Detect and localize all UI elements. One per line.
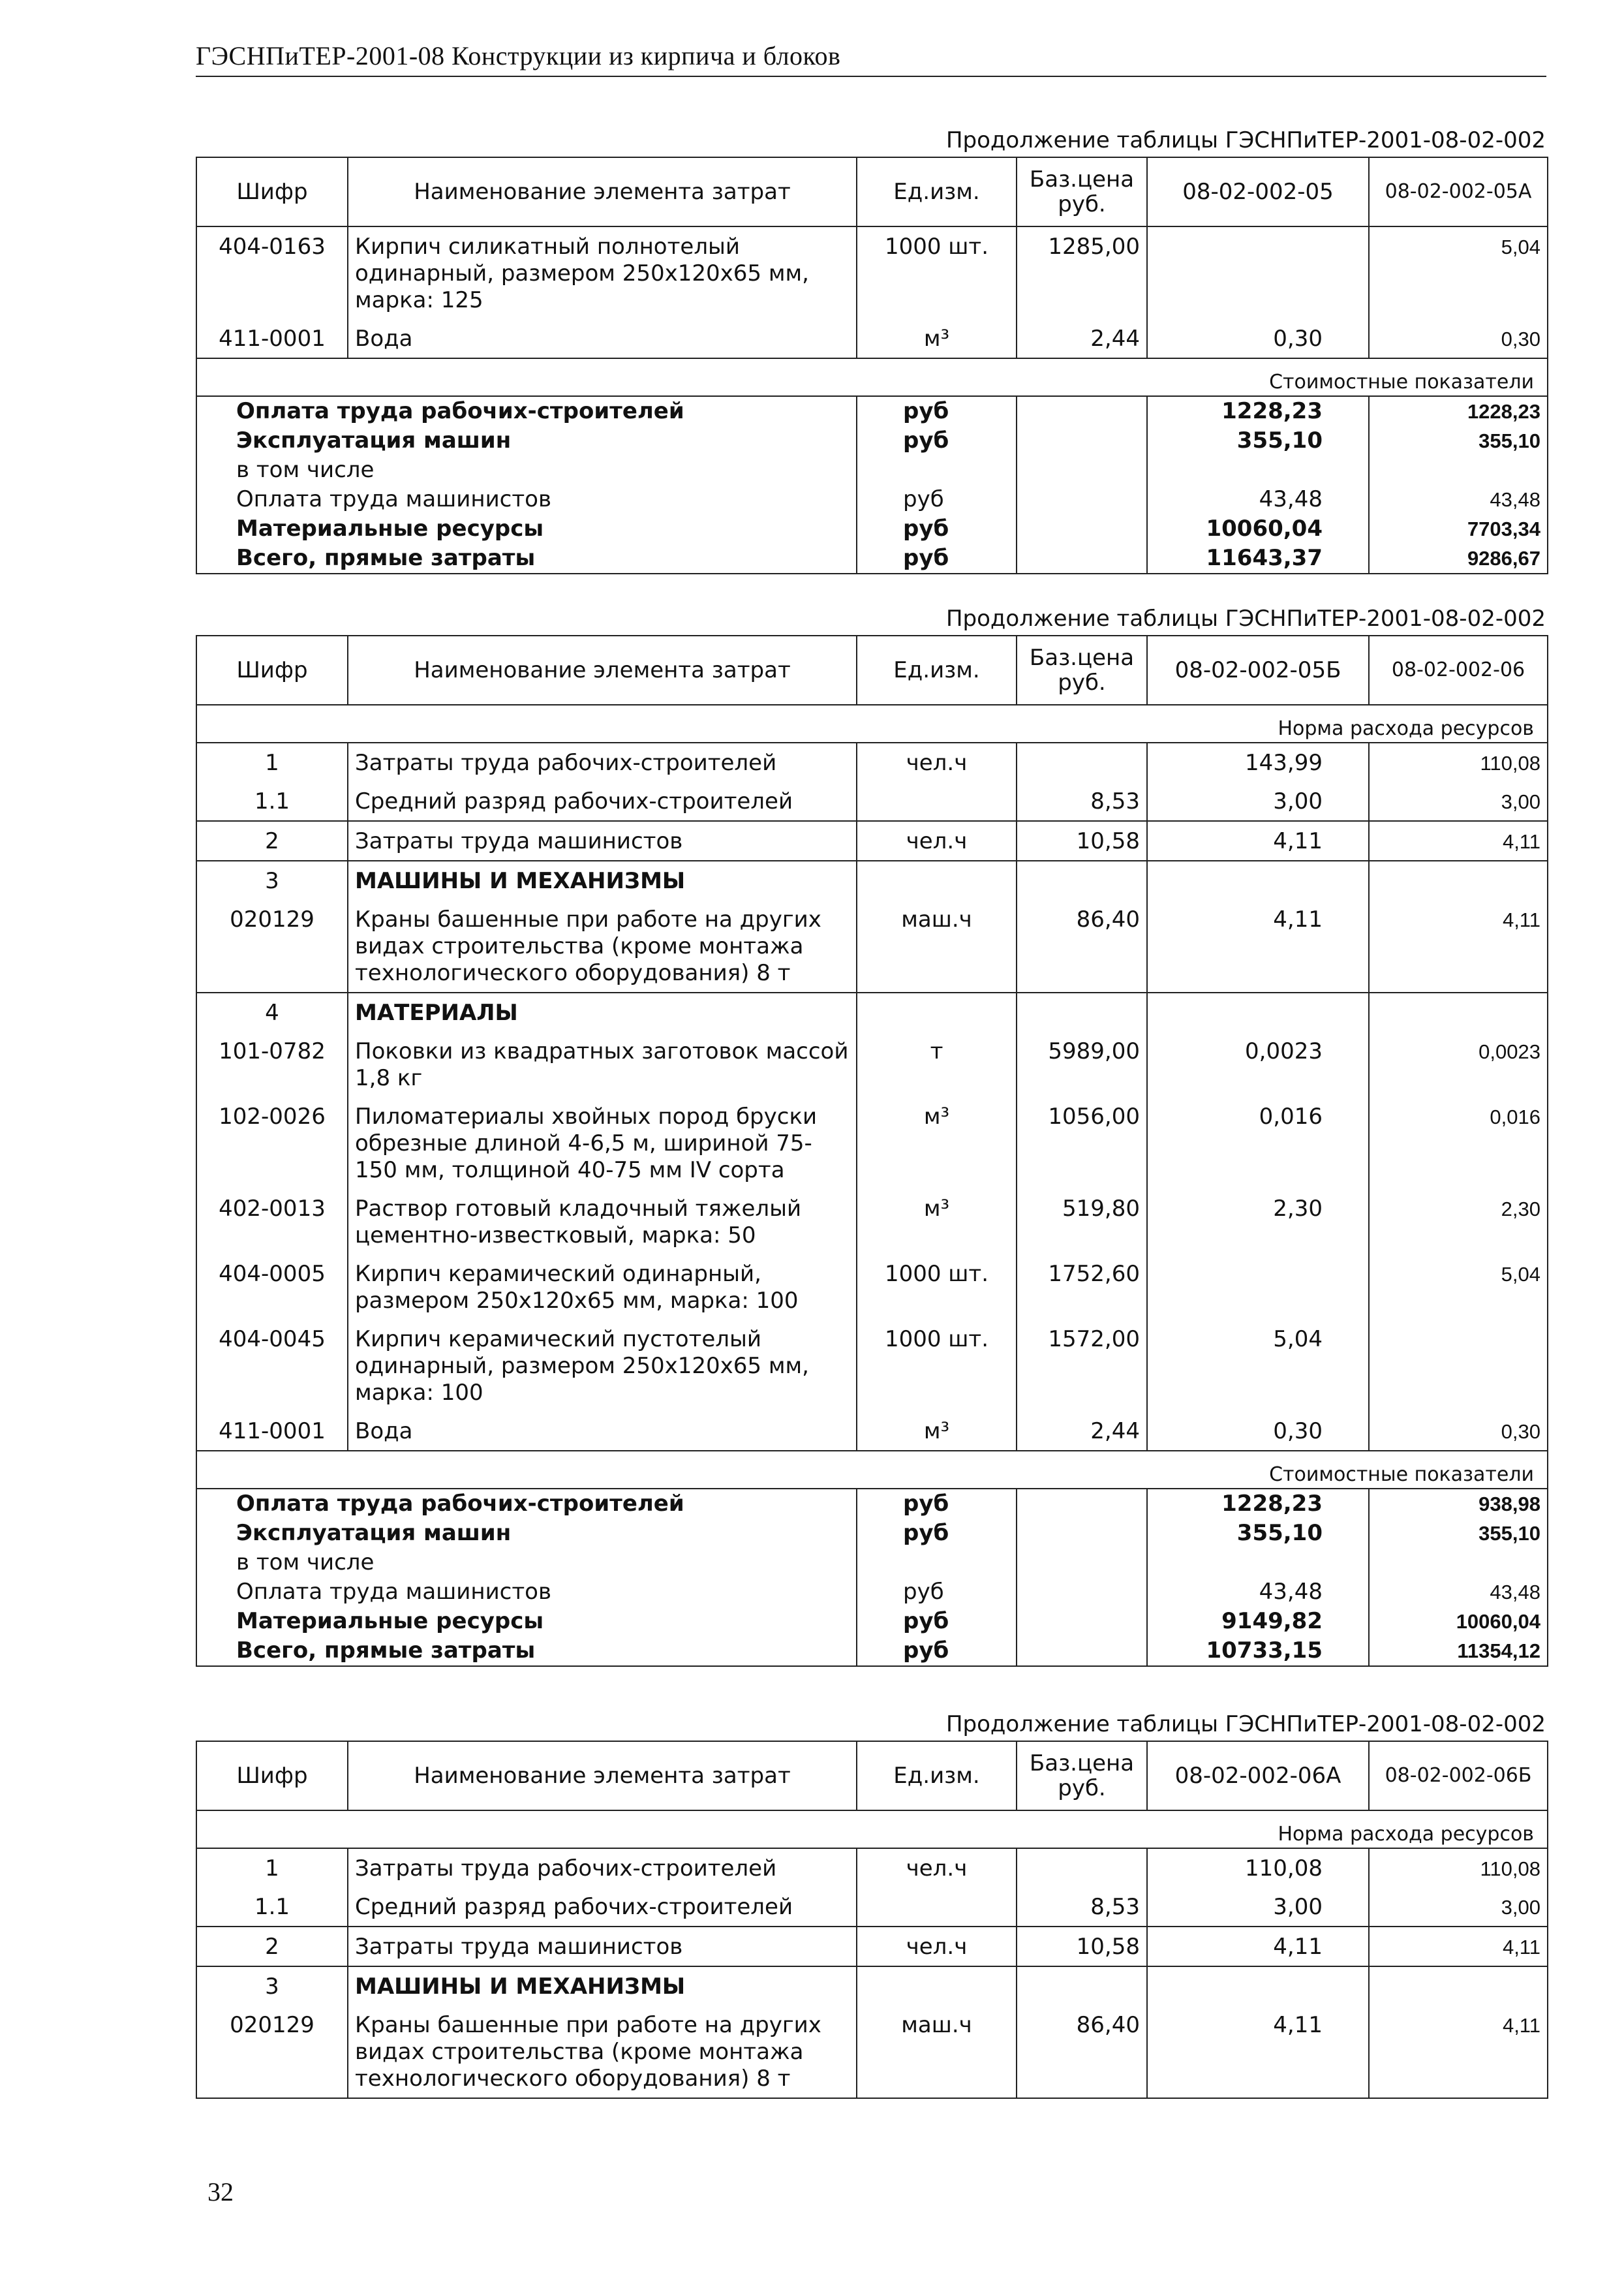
section-label-cost: Стоимостные показатели: [196, 1451, 1548, 1489]
cost-value-1: 11643,37: [1147, 544, 1369, 574]
cost-name: в том числе: [196, 456, 857, 485]
cost-empty: [1017, 426, 1147, 456]
base-price: 1572,00: [1017, 1320, 1147, 1412]
value-col-2: 110,08: [1369, 743, 1548, 782]
section-row: [196, 358, 1548, 396]
table-row: [196, 226, 1548, 319]
cost-row: [196, 426, 1548, 456]
cost-empty: [1017, 485, 1147, 514]
base-price: 519,80: [1017, 1189, 1147, 1254]
cost-row: [196, 1607, 1548, 1636]
resource-unit: чел.ч: [857, 1927, 1017, 1966]
resource-code: 020129: [196, 900, 348, 993]
resource-unit: м³: [857, 319, 1017, 358]
resource-code: 1.1: [196, 1887, 348, 1927]
base-price: 2,44: [1017, 319, 1147, 358]
table-row: [196, 861, 1548, 900]
resource-code: 020129: [196, 2005, 348, 2098]
table-row: [196, 1097, 1548, 1189]
value-col-2: 0,30: [1369, 319, 1548, 358]
base-price: 10,58: [1017, 1927, 1147, 1966]
value-col-2: 4,11: [1369, 900, 1548, 993]
cost-value-2: 938,98: [1369, 1489, 1548, 1519]
resource-name: Поковки из квадратных заготовок массой 1,8 кг: [348, 1032, 857, 1097]
table-caption: Продолжение таблицы ГЭСНПиТЕР-2001-08-02-002: [945, 1711, 1546, 1737]
cost-name: Эксплуатация машин: [196, 1519, 857, 1548]
cost-unit: руб: [857, 1519, 1017, 1548]
table-row: [196, 2005, 1548, 2098]
cost-value-1: 1228,23: [1147, 396, 1369, 426]
value-col-1: [1147, 993, 1369, 1032]
table-row: [196, 1254, 1548, 1320]
base-price: [1017, 1848, 1147, 1887]
table-row: [196, 993, 1548, 1032]
resource-name: Кирпич силикатный полнотелый одинарный, размером 250х120х65 мм, марка: 125: [348, 226, 857, 319]
base-price: 1285,00: [1017, 226, 1147, 319]
table-row: [196, 1412, 1548, 1451]
base-price: [1017, 993, 1147, 1032]
resource-unit: [857, 1887, 1017, 1927]
header-row: [196, 1741, 1548, 1810]
cost-value-2: 1228,23: [1369, 396, 1548, 426]
col-value-1-header: 08-02-002-06А: [1147, 1741, 1369, 1810]
cost-name: Всего, прямые затраты: [196, 544, 857, 574]
col-price-header: Баз.цена руб.: [1017, 636, 1147, 705]
value-col-1: [1147, 1966, 1369, 2005]
resource-code: 411-0001: [196, 319, 348, 358]
resource-code: 101-0782: [196, 1032, 348, 1097]
cost-value-2: 7703,34: [1369, 514, 1548, 544]
cost-value-2: 43,48: [1369, 485, 1548, 514]
cost-name: Оплата труда рабочих-строителей: [196, 396, 857, 426]
cost-name: Материальные ресурсы: [196, 1607, 857, 1636]
cost-name: Оплата труда машинистов: [196, 1577, 857, 1607]
resource-unit: [857, 861, 1017, 900]
value-col-1: 3,00: [1147, 782, 1369, 821]
base-price: 2,44: [1017, 1412, 1147, 1451]
cost-row: [196, 514, 1548, 544]
cost-empty: [1017, 1519, 1147, 1548]
base-price: 8,53: [1017, 1887, 1147, 1927]
cost-empty: [1017, 456, 1147, 485]
cost-empty: [1017, 1548, 1147, 1577]
resource-unit: чел.ч: [857, 1848, 1017, 1887]
cost-value-1: 1228,23: [1147, 1489, 1369, 1519]
cost-value-2: 43,48: [1369, 1577, 1548, 1607]
cost-row: [196, 1489, 1548, 1519]
resource-name: Кирпич керамический одинарный, размером 250х120х65 мм, марка: 100: [348, 1254, 857, 1320]
value-col-1: [1147, 226, 1369, 319]
cost-value-1: 10060,04: [1147, 514, 1369, 544]
col-code-header: Шифр: [196, 1741, 348, 1810]
resource-code: 404-0045: [196, 1320, 348, 1412]
value-col-2: 0,016: [1369, 1097, 1548, 1189]
table-row: [196, 1189, 1548, 1254]
value-col-2: [1369, 1320, 1548, 1412]
cost-unit: руб: [857, 485, 1017, 514]
cost-value-2: 9286,67: [1369, 544, 1548, 574]
cost-unit: руб: [857, 1489, 1017, 1519]
value-col-1: 110,08: [1147, 1848, 1369, 1887]
value-col-2: 3,00: [1369, 1887, 1548, 1927]
base-price: 86,40: [1017, 2005, 1147, 2098]
page-header: ГЭСНПиТЕР-2001-08 Конструкции из кирпича и блоков: [196, 41, 841, 70]
cost-empty: [1017, 396, 1147, 426]
col-unit-header: Ед.изм.: [857, 1741, 1017, 1810]
resource-name: Средний разряд рабочих-строителей: [348, 782, 857, 821]
cost-unit: руб: [857, 514, 1017, 544]
resource-name: Вода: [348, 1412, 857, 1451]
section-label-norm: Норма расхода ресурсов: [196, 705, 1548, 743]
value-col-2: 0,0023: [1369, 1032, 1548, 1097]
base-price: [1017, 743, 1147, 782]
resource-name: Вода: [348, 319, 857, 358]
table-row: [196, 782, 1548, 821]
resource-unit: м³: [857, 1189, 1017, 1254]
value-col-1: 3,00: [1147, 1887, 1369, 1927]
col-name-header: Наименование элемента затрат: [348, 636, 857, 705]
cost-row: [196, 544, 1548, 574]
resource-name: Краны башенные при работе на других видах строительства (кроме монтажа технологического оборудования) 8 т: [348, 2005, 857, 2098]
resource-name: Затраты труда рабочих-строителей: [348, 1848, 857, 1887]
col-name-header: Наименование элемента затрат: [348, 1741, 857, 1810]
resource-code: 102-0026: [196, 1097, 348, 1189]
resource-name: Кирпич керамический пустотелый одинарный, размером 250х120х65 мм, марка: 100: [348, 1320, 857, 1412]
cost-row: [196, 396, 1548, 426]
resource-name: Затраты труда рабочих-строителей: [348, 743, 857, 782]
table-caption: Продолжение таблицы ГЭСНПиТЕР-2001-08-02-002: [945, 127, 1546, 153]
value-col-2: 4,11: [1369, 1927, 1548, 1966]
table-caption: Продолжение таблицы ГЭСНПиТЕР-2001-08-02-002: [945, 606, 1546, 632]
value-col-1: 143,99: [1147, 743, 1369, 782]
col-value-1-header: 08-02-002-05Б: [1147, 636, 1369, 705]
resource-code: 402-0013: [196, 1189, 348, 1254]
section-row: [196, 1451, 1548, 1489]
cost-empty: [1017, 514, 1147, 544]
resource-unit: чел.ч: [857, 821, 1017, 861]
section-row: [196, 705, 1548, 743]
cost-unit: руб: [857, 1607, 1017, 1636]
resource-code: 3: [196, 861, 348, 900]
cost-value-2: 10060,04: [1369, 1607, 1548, 1636]
resource-name: Раствор готовый кладочный тяжелый цементно-известковый, марка: 50: [348, 1189, 857, 1254]
value-col-1: 4,11: [1147, 2005, 1369, 2098]
header-row: [196, 157, 1548, 226]
cost-value-1: 355,10: [1147, 1519, 1369, 1548]
col-unit-header: Ед.изм.: [857, 636, 1017, 705]
resource-code: 1.1: [196, 782, 348, 821]
resource-unit: 1000 шт.: [857, 1254, 1017, 1320]
resource-table: [196, 635, 1548, 1667]
resource-name: Затраты труда машинистов: [348, 1927, 857, 1966]
resource-name: Пиломатериалы хвойных пород бруски обрезные длиной 4-6,5 м, шириной 75-150 мм, толщиной 40-75 мм IV сорта: [348, 1097, 857, 1189]
cost-empty: [1017, 1489, 1147, 1519]
resource-name: Краны башенные при работе на других видах строительства (кроме монтажа технологического оборудования) 8 т: [348, 900, 857, 993]
resource-name: МАШИНЫ И МЕХАНИЗМЫ: [348, 1966, 857, 2005]
value-col-2: 110,08: [1369, 1848, 1548, 1887]
cost-name: Эксплуатация машин: [196, 426, 857, 456]
value-col-1: 2,30: [1147, 1189, 1369, 1254]
col-price-header: Баз.цена руб.: [1017, 1741, 1147, 1810]
col-unit-header: Ед.изм.: [857, 157, 1017, 226]
cost-empty: [1017, 1577, 1147, 1607]
value-col-2: 0,30: [1369, 1412, 1548, 1451]
resource-code: 2: [196, 1927, 348, 1966]
cost-empty: [1017, 1636, 1147, 1666]
value-col-1: [1147, 861, 1369, 900]
value-col-1: 4,11: [1147, 900, 1369, 993]
cost-unit: руб: [857, 544, 1017, 574]
value-col-2: 5,04: [1369, 1254, 1548, 1320]
table-row: [196, 1887, 1548, 1927]
section-row: [196, 1810, 1548, 1848]
cost-unit: руб: [857, 1636, 1017, 1666]
cost-unit: руб: [857, 1577, 1017, 1607]
value-col-1: 0,30: [1147, 319, 1369, 358]
value-col-2: [1369, 861, 1548, 900]
cost-row: [196, 456, 1548, 485]
cost-name: в том числе: [196, 1548, 857, 1577]
resource-code: 4: [196, 993, 348, 1032]
cost-name: Оплата труда машинистов: [196, 485, 857, 514]
resource-table: [196, 1741, 1548, 2099]
resource-name: МАТЕРИАЛЫ: [348, 993, 857, 1032]
base-price: 10,58: [1017, 821, 1147, 861]
col-value-2-header: 08-02-002-06: [1369, 636, 1548, 705]
base-price: 1056,00: [1017, 1097, 1147, 1189]
value-col-2: [1369, 1966, 1548, 2005]
resource-unit: [857, 782, 1017, 821]
cost-value-2: [1369, 1548, 1548, 1577]
cost-value-2: 11354,12: [1369, 1636, 1548, 1666]
table-row: [196, 900, 1548, 993]
value-col-1: 0,0023: [1147, 1032, 1369, 1097]
cost-empty: [1017, 1607, 1147, 1636]
value-col-1: 5,04: [1147, 1320, 1369, 1412]
col-code-header: Шифр: [196, 636, 348, 705]
cost-value-1: [1147, 1548, 1369, 1577]
table-row: [196, 1927, 1548, 1966]
cost-row: [196, 1577, 1548, 1607]
page-number: 32: [207, 2177, 234, 2207]
resource-unit: [857, 1966, 1017, 2005]
header-rule: [196, 76, 1546, 77]
value-col-2: [1369, 993, 1548, 1032]
cost-row: [196, 1548, 1548, 1577]
value-col-1: 0,30: [1147, 1412, 1369, 1451]
resource-unit: м³: [857, 1097, 1017, 1189]
col-name-header: Наименование элемента затрат: [348, 157, 857, 226]
cost-unit: руб: [857, 396, 1017, 426]
col-price-header: Баз.цена руб.: [1017, 157, 1147, 226]
cost-unit: [857, 1548, 1017, 1577]
base-price: [1017, 1966, 1147, 2005]
cost-value-2: 355,10: [1369, 1519, 1548, 1548]
table-row: [196, 1966, 1548, 2005]
table-row: [196, 1848, 1548, 1887]
cost-row: [196, 485, 1548, 514]
cost-name: Материальные ресурсы: [196, 514, 857, 544]
resource-unit: маш.ч: [857, 900, 1017, 993]
cost-name: Оплата труда рабочих-строителей: [196, 1489, 857, 1519]
cost-value-1: 355,10: [1147, 426, 1369, 456]
resource-code: 411-0001: [196, 1412, 348, 1451]
resource-table: [196, 157, 1548, 574]
col-value-2-header: 08-02-002-06Б: [1369, 1741, 1548, 1810]
value-col-1: 0,016: [1147, 1097, 1369, 1189]
resource-code: 1: [196, 1848, 348, 1887]
resource-unit: [857, 993, 1017, 1032]
resource-unit: 1000 шт.: [857, 226, 1017, 319]
resource-code: 404-0163: [196, 226, 348, 319]
cost-value-1: 10733,15: [1147, 1636, 1369, 1666]
resource-unit: чел.ч: [857, 743, 1017, 782]
table-row: [196, 1032, 1548, 1097]
value-col-2: 4,11: [1369, 821, 1548, 861]
section-label-cost: Стоимостные показатели: [196, 358, 1548, 396]
cost-value-1: [1147, 456, 1369, 485]
col-value-1-header: 08-02-002-05: [1147, 157, 1369, 226]
resource-code: 404-0005: [196, 1254, 348, 1320]
value-col-1: [1147, 1254, 1369, 1320]
table-row: [196, 1320, 1548, 1412]
cost-unit: [857, 456, 1017, 485]
resource-name: Затраты труда машинистов: [348, 821, 857, 861]
cost-unit: руб: [857, 426, 1017, 456]
cost-value-1: 9149,82: [1147, 1607, 1369, 1636]
resource-unit: м³: [857, 1412, 1017, 1451]
resource-name: Средний разряд рабочих-строителей: [348, 1887, 857, 1927]
cost-row: [196, 1636, 1548, 1666]
cost-name: Всего, прямые затраты: [196, 1636, 857, 1666]
value-col-2: 5,04: [1369, 226, 1548, 319]
value-col-2: 3,00: [1369, 782, 1548, 821]
cost-value-2: [1369, 456, 1548, 485]
resource-unit: 1000 шт.: [857, 1320, 1017, 1412]
cost-value-1: 43,48: [1147, 485, 1369, 514]
base-price: 5989,00: [1017, 1032, 1147, 1097]
resource-unit: маш.ч: [857, 2005, 1017, 2098]
base-price: 86,40: [1017, 900, 1147, 993]
resource-name: МАШИНЫ И МЕХАНИЗМЫ: [348, 861, 857, 900]
table-row: [196, 743, 1548, 782]
resource-code: 3: [196, 1966, 348, 2005]
base-price: 1752,60: [1017, 1254, 1147, 1320]
cost-value-2: 355,10: [1369, 426, 1548, 456]
cost-value-1: 43,48: [1147, 1577, 1369, 1607]
value-col-2: 4,11: [1369, 2005, 1548, 2098]
table-row: [196, 821, 1548, 861]
col-value-2-header: 08-02-002-05А: [1369, 157, 1548, 226]
col-code-header: Шифр: [196, 157, 348, 226]
cost-row: [196, 1519, 1548, 1548]
value-col-1: 4,11: [1147, 1927, 1369, 1966]
base-price: 8,53: [1017, 782, 1147, 821]
base-price: [1017, 861, 1147, 900]
header-row: [196, 636, 1548, 705]
resource-code: 2: [196, 821, 348, 861]
cost-empty: [1017, 544, 1147, 574]
resource-unit: т: [857, 1032, 1017, 1097]
section-label-norm: Норма расхода ресурсов: [196, 1810, 1548, 1848]
value-col-1: 4,11: [1147, 821, 1369, 861]
table-row: [196, 319, 1548, 358]
resource-code: 1: [196, 743, 348, 782]
value-col-2: 2,30: [1369, 1189, 1548, 1254]
